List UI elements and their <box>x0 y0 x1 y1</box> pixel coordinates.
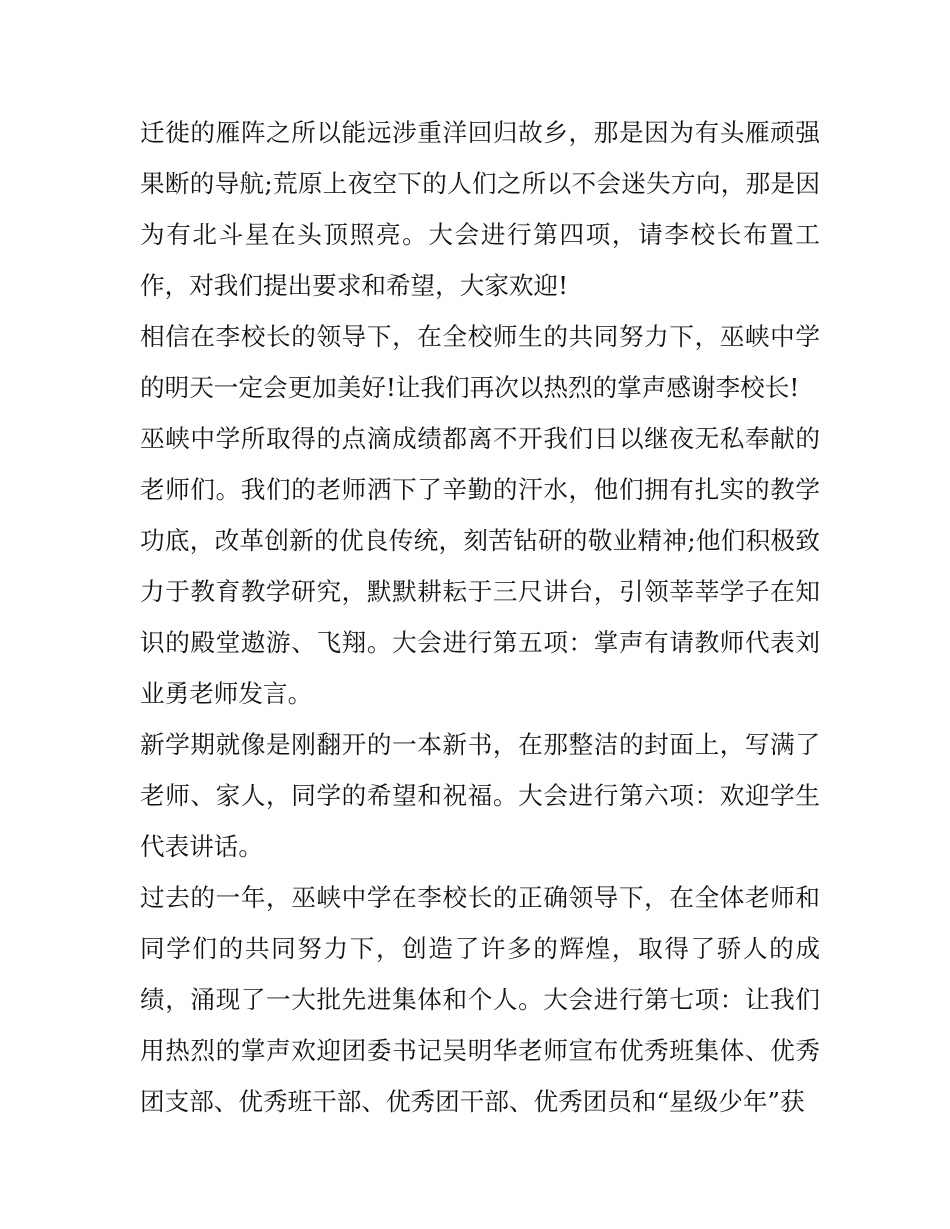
paragraph-3: 巫峡中学所取得的点滴成绩都离不开我们日以继夜无私奉献的老师们。我们的老师洒下了辛勤的汗水，他们拥有扎实的教学功底，改革创新的优良传统，刻苦钻研的敬业精神;他们积极致力于教育教学研究，默默耕耘于三尺讲台，引领莘莘学子在知识的殿堂遨游、飞翔。大会进行第五项：掌声有请教师代表刘业勇老师发言。 <box>140 424 820 708</box>
paragraph-4: 新学期就像是刚翻开的一本新书，在那整洁的封面上，写满了老师、家人，同学的希望和祝福。大会进行第六项：欢迎学生代表讲话。 <box>140 730 820 861</box>
document-body <box>140 107 820 1127</box>
paragraph-2: 相信在李校长的领导下，在全校师生的共同努力下，巫峡中学的明天一定会更加美好!让我们再次以热烈的掌声感谢李校长! <box>140 322 820 402</box>
paragraph-1: 迁徙的雁阵之所以能远涉重洋回归故乡，那是因为有头雁顽强果断的导航;荒原上夜空下的人们之所以不会迷失方向，那是因为有北斗星在头顶照亮。大会进行第四项，请李校长布置工作，对我们提出要求和希望，大家欢迎! <box>140 118 820 300</box>
paragraph-5: 过去的一年，巫峡中学在李校长的正确领导下，在全体老师和同学们的共同努力下，创造了许多的辉煌，取得了骄人的成绩，涌现了一大批先进集体和个人。大会进行第七项：让我们用热烈的掌声欢迎团委书记吴明华老师宣布优秀班集体、优秀团支部、优秀班干部、优秀团干部、优秀团员和“星级少年”获 <box>140 883 820 1116</box>
